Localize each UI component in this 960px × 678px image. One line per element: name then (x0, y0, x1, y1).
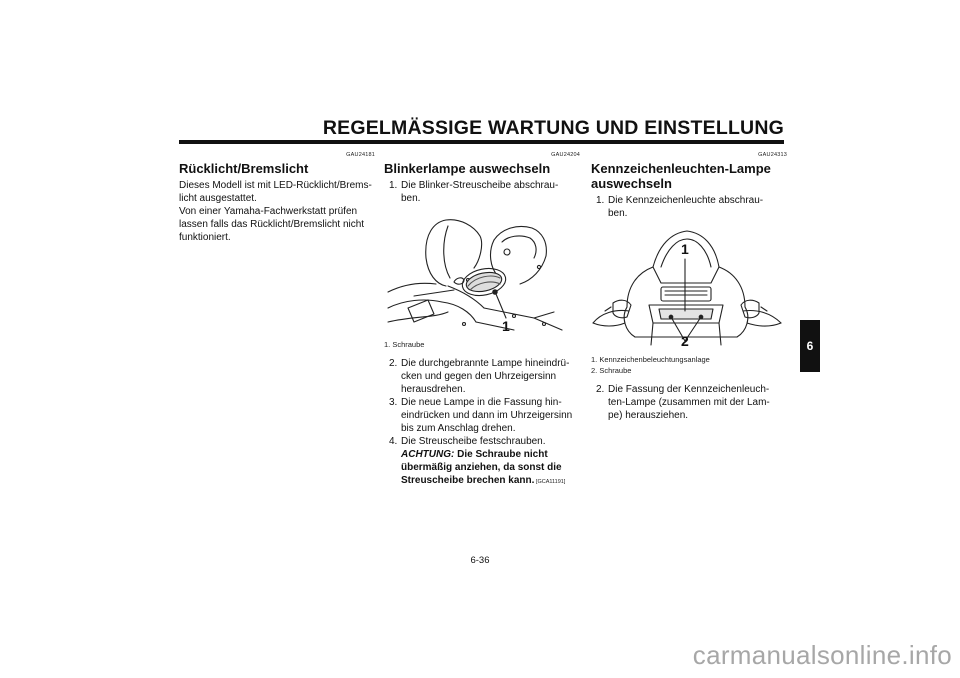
step-line: Die neue Lampe in die Fassung hin- (401, 397, 562, 408)
step-item (384, 179, 580, 205)
figure-callout-label: 1 (502, 318, 510, 334)
caution-code: [GCA11191] (534, 479, 566, 485)
license-light-figure (591, 227, 787, 349)
figure-caption: 2. Schraube (591, 366, 632, 375)
header-rule (179, 140, 784, 144)
section-code: GAU24313 (758, 152, 787, 158)
section-body (179, 179, 375, 244)
step-line: cken und gegen den Uhrzeigersinn (401, 371, 557, 382)
step-item (384, 357, 580, 396)
figure-caption: 1. Schraube (384, 340, 425, 349)
step-number: 1. (596, 195, 605, 206)
step-line: Die durchgebrannte Lampe hineindrü- (401, 358, 570, 369)
step-number: 3. (389, 397, 398, 408)
caution-text: übermäßig anziehen, da sonst die (401, 462, 562, 473)
section-title: Rücklicht/Bremslicht (179, 161, 309, 176)
figure-callout-label: 1 (681, 241, 689, 257)
section-turn-signal-bulb (384, 152, 580, 489)
body-line: funktioniert. (179, 232, 231, 243)
chapter-tab: 6 (800, 320, 820, 372)
step-number: 4. (389, 436, 398, 447)
step-number: 1. (389, 180, 398, 191)
section-license-light-bulb (591, 152, 787, 422)
step-item (384, 435, 580, 489)
body-line: licht ausgestattet. (179, 193, 257, 204)
step-line: ben. (401, 193, 421, 204)
step-line: Die Streuscheibe festschrauben. (401, 436, 546, 447)
body-line: Von einer Yamaha-Fachwerkstatt prüfen (179, 206, 358, 217)
figure-caption: 1. Kennzeichenbeleuchtungsanlage (591, 355, 710, 364)
title-line: Kennzeichenleuchten-Lampe (591, 161, 771, 176)
caution-text: Streuscheibe brechen kann. (401, 475, 535, 486)
body-line: lassen falls das Rücklicht/Bremslicht nicht (179, 219, 365, 230)
step-line: Die Fassung der Kennzeichenleuch- (608, 384, 770, 395)
step-line: eindrücken und dann im Uhrzeigersinn (401, 410, 573, 421)
body-line: Dieses Modell ist mit LED-Rücklicht/Brems- (179, 180, 372, 191)
step-item (591, 194, 787, 220)
step-line: ten-Lampe (zusammen mit der Lam- (608, 397, 770, 408)
title-line: auswechseln (591, 176, 672, 191)
step-line: pe) herausziehen. (608, 410, 689, 421)
figure-callout-label: 2 (681, 333, 689, 349)
page-header-title: REGELMÄSSIGE WARTUNG UND EINSTELLUNG (322, 117, 784, 139)
section-code: GAU24204 (551, 152, 580, 158)
step-number: 2. (389, 358, 398, 369)
page-number: 6-36 (470, 555, 490, 566)
step-line: herausdrehen. (401, 384, 466, 395)
step-line: bis zum Anschlag drehen. (401, 423, 516, 434)
step-line: ben. (608, 208, 628, 219)
step-line: Die Kennzeichenleuchte abschrau- (608, 195, 764, 206)
step-item (591, 383, 787, 422)
step-item (384, 396, 580, 435)
turn-signal-illustration (384, 212, 576, 336)
section-title: Blinkerlampe auswechseln (384, 161, 551, 176)
step-line: Die Blinker-Streuscheibe abschrau- (401, 180, 559, 191)
section-code: GAU24181 (346, 152, 375, 158)
caution-text: Die Schraube nicht (454, 449, 548, 460)
caution-label: ACHTUNG: (401, 449, 455, 460)
section-tail-light (179, 152, 375, 244)
turn-signal-figure (384, 212, 580, 336)
watermark: carmanualsonline.info (692, 640, 952, 670)
step-number: 2. (596, 384, 605, 395)
section-title (591, 161, 787, 191)
